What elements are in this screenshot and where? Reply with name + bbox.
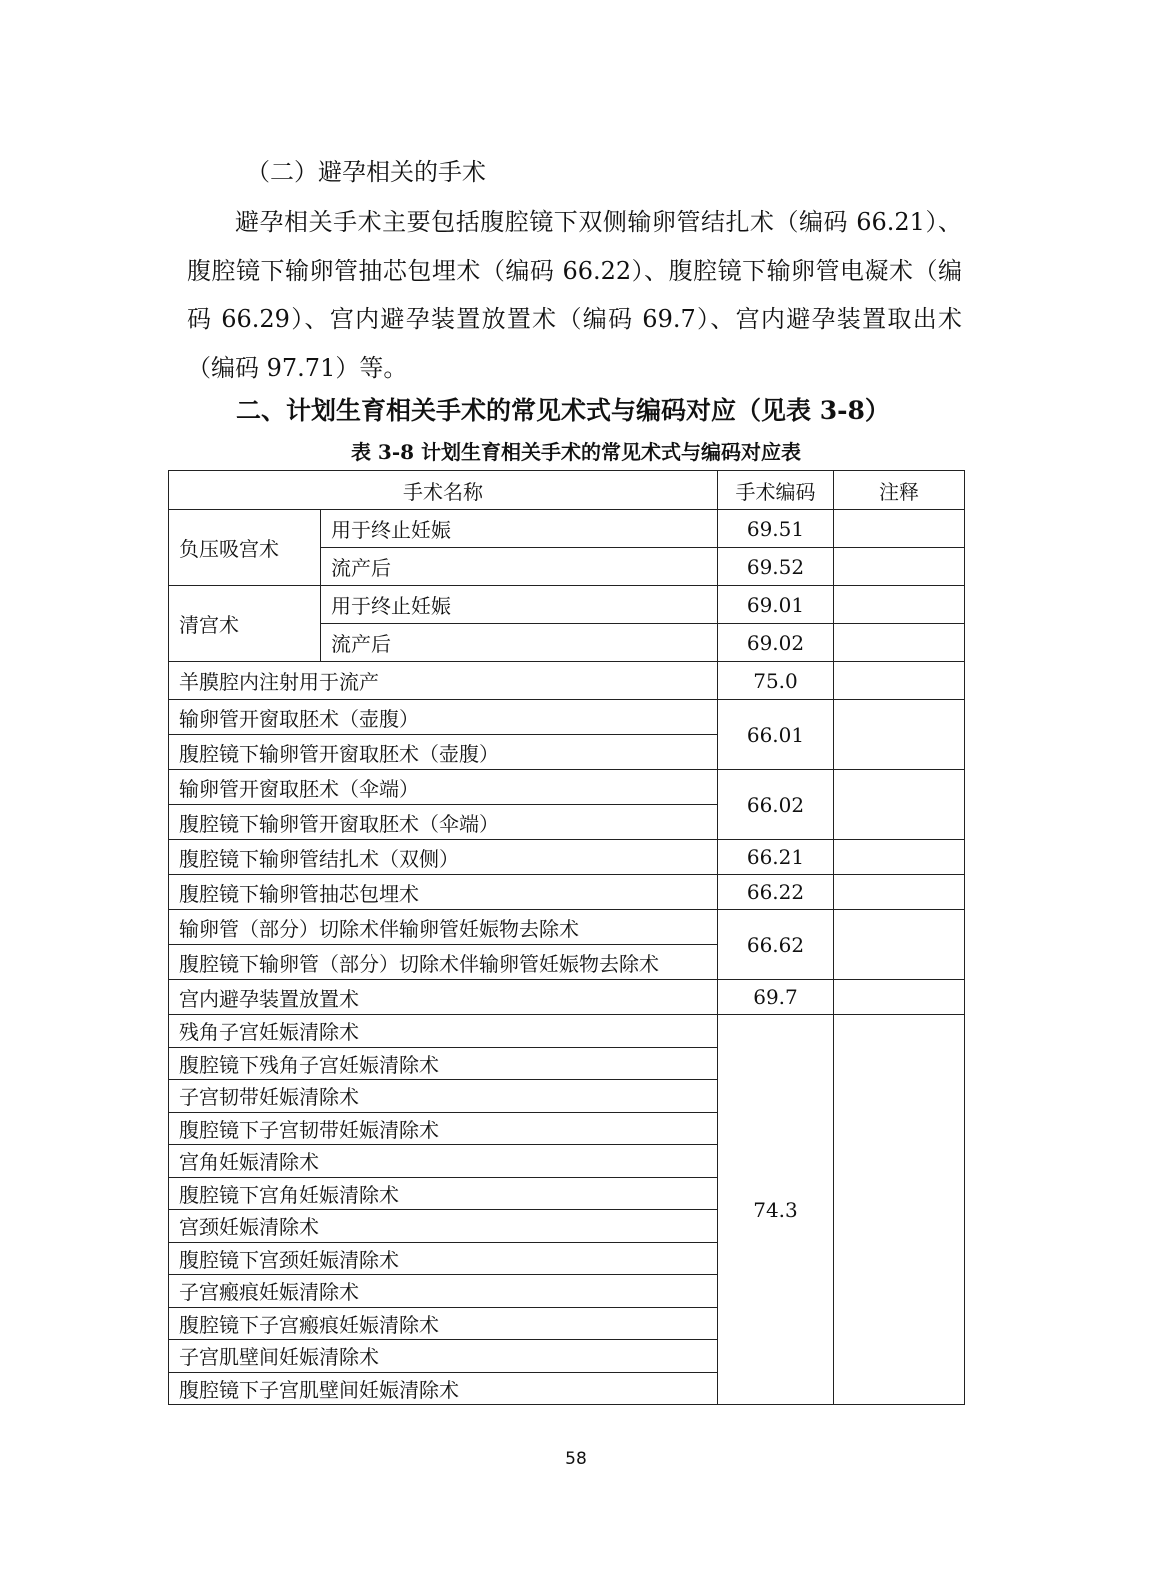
code-cell: 66.21	[718, 840, 834, 875]
group-name-cell: 清宫术	[169, 586, 321, 662]
table-row	[169, 840, 965, 875]
header-procedure-code: 手术编码	[718, 471, 834, 510]
code-cell: 69.52	[718, 548, 834, 586]
table-row	[169, 586, 965, 624]
name-cell: 腹腔镜下宫角妊娠清除术	[169, 1177, 718, 1210]
code-cell: 69.01	[718, 586, 834, 624]
name-cell: 子宫瘢痕妊娠清除术	[169, 1275, 718, 1308]
sub-name-cell: 流产后	[321, 548, 718, 586]
table-header-row	[169, 471, 965, 510]
name-cell: 宫角妊娠清除术	[169, 1145, 718, 1178]
name-cell: 腹腔镜下宫颈妊娠清除术	[169, 1242, 718, 1275]
name-cell: 腹腔镜下输卵管开窗取胚术（伞端）	[169, 805, 718, 840]
header-note: 注释	[834, 471, 965, 510]
name-cell: 输卵管开窗取胚术（壶腹）	[169, 700, 718, 735]
group-name-cell: 负压吸宫术	[169, 510, 321, 586]
note-cell	[834, 1015, 965, 1405]
table-row	[169, 980, 965, 1015]
note-cell	[834, 840, 965, 875]
sub-name-cell: 用于终止妊娠	[321, 586, 718, 624]
name-cell: 输卵管开窗取胚术（伞端）	[169, 770, 718, 805]
table-row	[169, 770, 965, 805]
section-heading: 二、计划生育相关手术的常见术式与编码对应（见表 3-8）	[236, 396, 890, 425]
note-cell	[834, 662, 965, 700]
name-cell: 残角子宫妊娠清除术	[169, 1015, 718, 1048]
table-row	[169, 662, 965, 700]
name-cell: 子宫韧带妊娠清除术	[169, 1080, 718, 1113]
code-cell: 66.02	[718, 770, 834, 840]
code-cell: 74.3	[718, 1015, 834, 1405]
note-cell	[834, 875, 965, 910]
name-cell: 腹腔镜下子宫韧带妊娠清除术	[169, 1112, 718, 1145]
name-cell: 羊膜腔内注射用于流产	[169, 662, 718, 700]
body-paragraph: 避孕相关手术主要包括腹腔镜下双侧输卵管结扎术（编码 66.21）、腹腔镜下输卵管抽芯包埋术（编码 66.22）、腹腔镜下输卵管电凝术（编码 66.29）、宫内避孕装置放置术（编码 69.7）、宫内避孕装置取出术（编码 97.71）等。	[187, 208, 962, 382]
sub-name-cell: 流产后	[321, 624, 718, 662]
note-cell	[834, 980, 965, 1015]
note-cell	[834, 910, 965, 980]
name-cell: 腹腔镜下残角子宫妊娠清除术	[169, 1047, 718, 1080]
subheading: （二）避孕相关的手术	[246, 158, 486, 186]
note-cell	[834, 548, 965, 586]
table-caption: 表 3-8 计划生育相关手术的常见术式与编码对应表	[350, 440, 802, 464]
code-cell: 66.01	[718, 700, 834, 770]
name-cell: 宫内避孕装置放置术	[169, 980, 718, 1015]
page-number: 58	[565, 1449, 587, 1469]
name-cell: 腹腔镜下输卵管抽芯包埋术	[169, 875, 718, 910]
procedure-code-table	[168, 470, 965, 1405]
code-cell: 69.7	[718, 980, 834, 1015]
note-cell	[834, 700, 965, 770]
code-cell: 69.02	[718, 624, 834, 662]
note-cell	[834, 770, 965, 840]
note-cell	[834, 586, 965, 624]
code-cell: 66.22	[718, 875, 834, 910]
name-cell: 腹腔镜下输卵管结扎术（双侧）	[169, 840, 718, 875]
name-cell: 输卵管（部分）切除术伴输卵管妊娠物去除术	[169, 910, 718, 945]
note-cell	[834, 624, 965, 662]
code-cell: 69.51	[718, 510, 834, 548]
table-row	[169, 910, 965, 945]
table-row	[169, 700, 965, 735]
header-procedure-name: 手术名称	[169, 471, 718, 510]
table-row	[169, 510, 965, 548]
name-cell: 腹腔镜下输卵管（部分）切除术伴输卵管妊娠物去除术	[169, 945, 718, 980]
table-row	[169, 875, 965, 910]
table-row	[169, 1015, 965, 1048]
note-cell	[834, 510, 965, 548]
name-cell: 腹腔镜下子宫肌壁间妊娠清除术	[169, 1372, 718, 1405]
name-cell: 子宫肌壁间妊娠清除术	[169, 1340, 718, 1373]
code-cell: 66.62	[718, 910, 834, 980]
code-cell: 75.0	[718, 662, 834, 700]
name-cell: 腹腔镜下输卵管开窗取胚术（壶腹）	[169, 735, 718, 770]
name-cell: 宫颈妊娠清除术	[169, 1210, 718, 1243]
name-cell: 腹腔镜下子宫瘢痕妊娠清除术	[169, 1307, 718, 1340]
sub-name-cell: 用于终止妊娠	[321, 510, 718, 548]
